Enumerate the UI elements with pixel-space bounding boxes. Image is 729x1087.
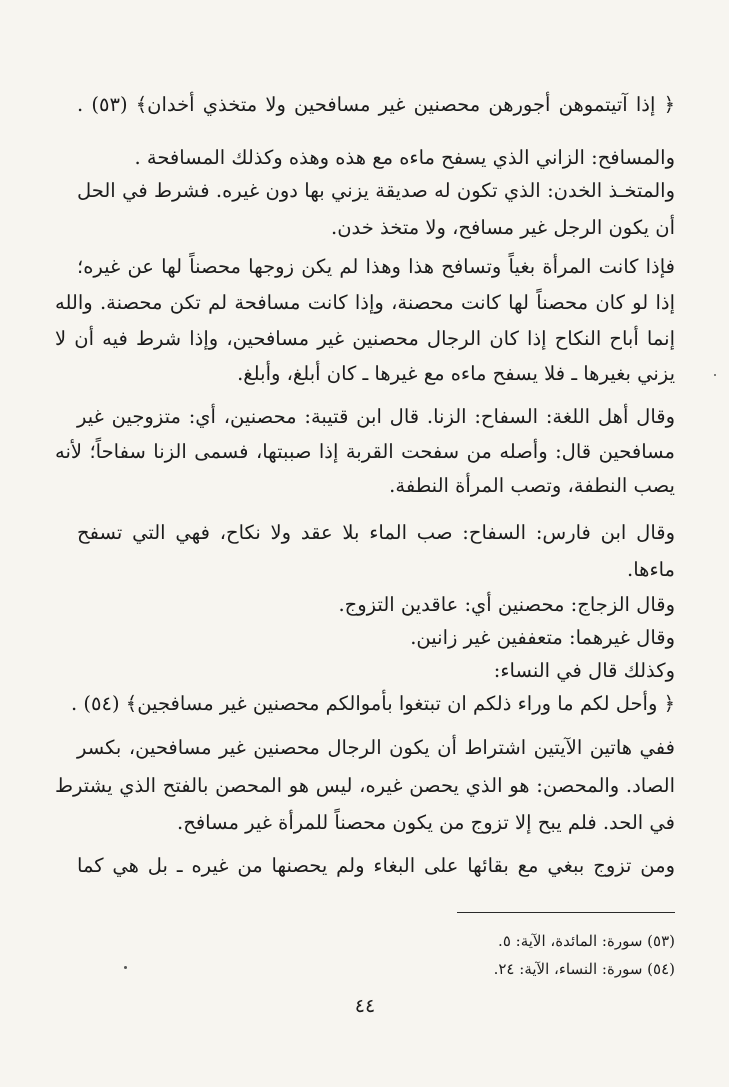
body-line-prostitute-2: إذا لو كان محصناً لها كانت محصنة، وإذا كانت مسافحة لم تكن محصنة. والله [55, 291, 675, 314]
footnote-divider [457, 912, 675, 913]
scan-speck [714, 374, 716, 376]
scan-speck [124, 966, 127, 969]
body-line-prostitute-3: إنما أباح النكاح إذا كان الرجال محصنين غير مسافحين، وإذا شرط فيه أن لا [55, 327, 675, 350]
body-line-others: وقال غيرهما: متعففين غير زانين. [410, 626, 675, 649]
body-line-language-3: يصب النطفة، وتصب المرأة النطفة. [389, 474, 675, 497]
body-line-ibn-faris-2: ماءها. [627, 558, 675, 581]
body-line-nisa-intro: وكذلك قال في النساء: [493, 659, 675, 682]
body-line-two-verses-2: الصاد. والمحصن: هو الذي يحصن غيره، ليس هو المحصن بالفتح الذي يشترط [55, 774, 675, 797]
body-line-quran-verse-53: ﴿ إذا آتيتموهن أجورهن محصنين غير مسافحين ولا متخذي أخدان﴾ (٥٣) . [77, 93, 675, 116]
page-number: ٤٤ [354, 995, 376, 1017]
body-line-musafih-definition: والمسافح: الزاني الذي يسفح ماءه مع هذه وهذه وكذلك المسافحة . [134, 146, 675, 169]
footnote-53: (٥٣) سورة: المائدة، الآية: ٥. [498, 932, 675, 950]
body-line-two-verses-3: في الحد. فلم يبح إلا تزوج من يكون محصناً للمرأة غير مسافح. [177, 811, 675, 834]
body-line-khidn-condition: أن يكون الرجل غير مسافح، ولا متخذ خدن. [331, 216, 675, 239]
body-line-final: ومن تزوج ببغي مع بقائها على البغاء ولم يحصنها من غيره ـ بل هي كما [77, 854, 675, 877]
document-page [55, 0, 675, 1087]
footnote-54: (٥٤) سورة: النساء، الآية: ٢٤. [493, 960, 675, 978]
body-line-quran-verse-54: ﴿ وأحل لكم ما وراء ذلكم ان تبتغوا بأموالكم محصنين غير مسافجين﴾ (٥٤) . [71, 692, 675, 715]
body-line-prostitute-1: فإذا كانت المرأة بغياً وتسافح هذا وهذا لم يكن زوجها محصناً لها عن غيره؛ [77, 255, 675, 278]
body-line-zajjaj: وقال الزجاج: محصنين أي: عاقدين التزوج. [338, 593, 675, 616]
body-line-language-2: مسافحين قال: وأصله من سفحت القربة إذا صببتها، فسمى الزنا سفاحاً؛ لأنه [55, 440, 675, 463]
body-line-language-1: وقال أهل اللغة: السفاح: الزنا. قال ابن قتيبة: محصنين، أي: متزوجين غير [77, 405, 675, 428]
body-line-two-verses-1: ففي هاتين الآيتين اشتراط أن يكون الرجال محصنين غير مسافحين، بكسر [77, 736, 675, 759]
body-line-khidn-definition: والمتخـذ الخدن: الذي تكون له صديقة يزني بها دون غيره. فشرط في الحل [77, 179, 675, 202]
body-line-prostitute-4: يزني بغيرها ـ فلا يسفح ماءه مع غيرها ـ كان أبلغ، وأبلغ. [237, 362, 675, 385]
body-line-ibn-faris-1: وقال ابن فارس: السفاح: صب الماء بلا عقد ولا نكاح، فهي التي تسفح [77, 521, 675, 544]
